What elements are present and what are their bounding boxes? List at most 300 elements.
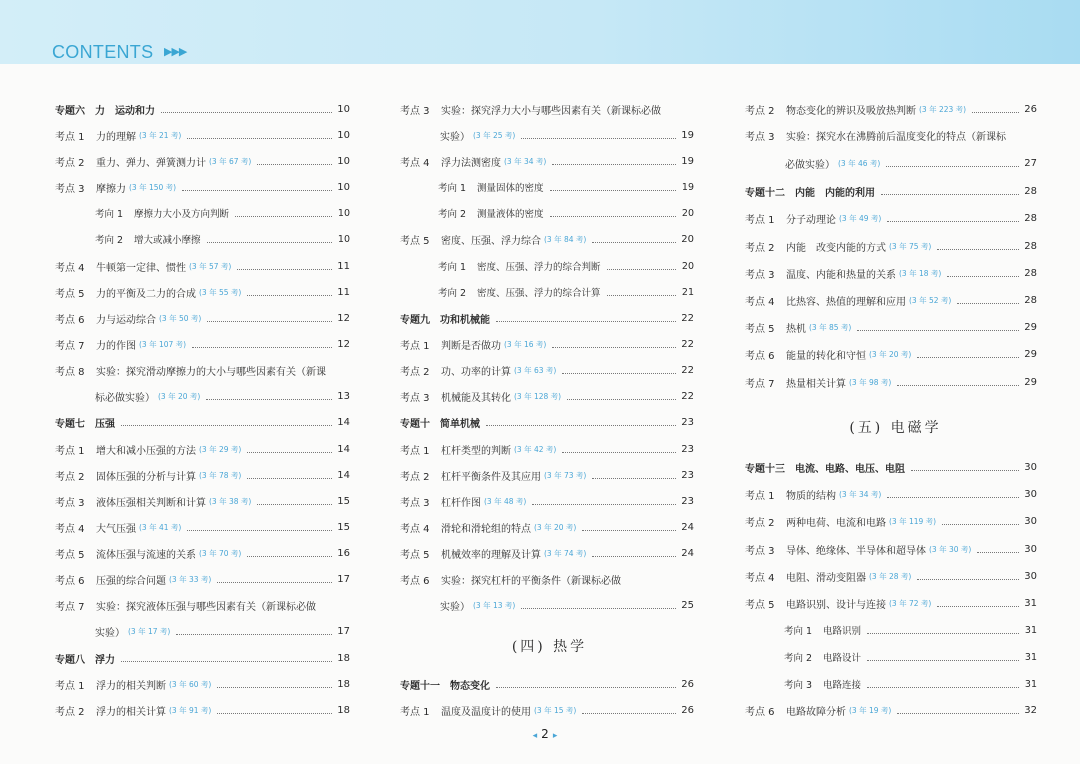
- entry-title: 温度及温度计的使用: [441, 706, 531, 718]
- entry-title: 物态变化的辨识及吸放热判断: [786, 105, 916, 117]
- entry-title: 内能 改变内能的方式: [786, 242, 886, 254]
- entry-title: 重力、弹力、弹簧测力计: [96, 157, 206, 169]
- contents-title: CONTENTS: [52, 42, 154, 62]
- leader-dots: [592, 556, 676, 557]
- entry-label: 考向 3: [784, 680, 813, 691]
- toc-entry: [55, 519, 350, 535]
- entry-label: 考点 6: [745, 350, 775, 362]
- toc-entry: [55, 414, 350, 430]
- section-heading-thermal: (四) 热学: [511, 639, 588, 655]
- leader-dots: [881, 194, 1019, 195]
- toc-entry: [745, 183, 1037, 199]
- toc-entry: [55, 571, 350, 587]
- leader-dots: [937, 249, 1019, 250]
- leader-dots: [182, 190, 332, 191]
- toc-entry: [438, 179, 694, 195]
- exam-count: (3 年 33 考): [169, 574, 212, 584]
- toc-entry: [55, 179, 350, 195]
- toc-entry: [784, 676, 1037, 692]
- page-ref: 17: [337, 573, 350, 585]
- toc-entry: [95, 231, 350, 247]
- entry-label: 考点 4: [745, 572, 775, 584]
- leader-dots: [521, 138, 676, 139]
- page-footer: [500, 727, 590, 741]
- chevron-left-icon: ◂: [532, 731, 538, 741]
- toc-entry: [745, 265, 1037, 281]
- leader-dots: [257, 504, 332, 505]
- entry-title: 力的理解: [96, 131, 136, 143]
- leader-dots: [562, 373, 676, 374]
- leader-dots: [257, 164, 332, 165]
- page-ref: 28: [1024, 267, 1037, 279]
- exam-count: (3 年 128 考): [514, 391, 562, 401]
- leader-dots: [217, 713, 332, 714]
- entry-title: 必做实验）: [785, 159, 835, 171]
- leader-dots: [235, 216, 332, 217]
- entry-title: 增大或减小摩擦: [134, 235, 201, 246]
- page-ref: 29: [1024, 348, 1037, 360]
- leader-dots: [217, 582, 332, 583]
- entry-title: 实验）: [95, 627, 125, 639]
- entry-title: 实验：探究杠杆的平衡条件（新课标必做: [441, 575, 621, 587]
- leader-dots: [867, 687, 1019, 688]
- entry-title: 两种电荷、电流和电路: [786, 517, 886, 529]
- leader-dots: [486, 425, 676, 426]
- entry-label: 考点 3: [745, 545, 775, 557]
- leader-dots: [886, 166, 1019, 167]
- page-ref: 29: [1024, 321, 1037, 333]
- leader-dots: [206, 399, 332, 400]
- entry-title: 浮力法测密度: [441, 157, 501, 169]
- entry-title: 专题八 浮力: [55, 654, 115, 666]
- leader-dots: [247, 478, 332, 479]
- exam-count: (3 年 29 考): [199, 444, 242, 454]
- page-ref: 30: [1024, 543, 1037, 555]
- toc-entry: [95, 623, 350, 639]
- entry-label: 考向 1: [438, 262, 467, 273]
- entry-label: 考点 7: [55, 601, 85, 613]
- toc-entry: [745, 568, 1037, 584]
- page-ref: 31: [1024, 678, 1037, 690]
- toc-entry: [745, 459, 1037, 475]
- entry-label: 考点 3: [745, 269, 775, 281]
- entry-label: 考点 5: [55, 288, 85, 300]
- toc-entry: [55, 597, 350, 613]
- exam-count: (3 年 20 考): [869, 349, 912, 359]
- entry-title: 机械能及其转化: [441, 392, 511, 404]
- page-ref: 14: [337, 443, 350, 455]
- exam-count: (3 年 30 考): [929, 544, 972, 554]
- exam-count: (3 年 72 考): [889, 598, 932, 608]
- leader-dots: [192, 347, 332, 348]
- entry-label: 考点 1: [400, 706, 430, 718]
- entry-title: 专题十三 电流、电路、电压、电阻: [745, 463, 905, 475]
- exam-count: (3 年 57 考): [189, 261, 232, 271]
- leader-dots: [552, 347, 676, 348]
- entry-title: 电阻、滑动变阻器: [786, 572, 866, 584]
- entry-title: 物质的结构: [786, 490, 836, 502]
- leader-dots: [121, 661, 332, 662]
- page-ref: 19: [681, 129, 694, 141]
- toc-entry: [55, 676, 350, 692]
- entry-label: 考点 1: [55, 131, 85, 143]
- entry-label: 考点 6: [400, 575, 430, 587]
- page-ref: 12: [337, 312, 350, 324]
- page-ref: 11: [337, 286, 350, 298]
- leader-dots: [867, 633, 1019, 634]
- toc-entry: [400, 493, 694, 509]
- toc-entry: [400, 231, 694, 247]
- leader-dots: [496, 321, 676, 322]
- leader-dots: [897, 713, 1019, 714]
- chevron-right-icon: ▸: [552, 731, 558, 741]
- entry-label: 考向 1: [438, 183, 467, 194]
- entry-label: 考点 2: [745, 517, 775, 529]
- entry-title: 力与运动综合: [96, 314, 156, 326]
- toc-entry: [55, 258, 350, 274]
- entry-label: 考点 3: [400, 497, 430, 509]
- entry-label: 考点 4: [400, 523, 430, 535]
- page-ref: 22: [681, 338, 694, 350]
- exam-count: (3 年 34 考): [839, 489, 882, 499]
- exam-count: (3 年 223 考): [919, 104, 967, 114]
- toc-entry: [440, 127, 694, 143]
- entry-label: 考点 5: [400, 235, 430, 247]
- leader-dots: [582, 530, 676, 531]
- toc-entry: [55, 153, 350, 169]
- exam-count: (3 年 119 考): [889, 516, 937, 526]
- entry-label: 考点 3: [400, 392, 430, 404]
- page-ref: 32: [1024, 704, 1037, 716]
- entry-label: 考点 2: [745, 105, 775, 117]
- entry-label: 考点 2: [400, 471, 430, 483]
- exam-count: (3 年 67 考): [209, 156, 252, 166]
- page-ref: 28: [1024, 185, 1037, 197]
- page-ref: 26: [681, 704, 694, 716]
- entry-title: 牛顿第一定律、惯性: [96, 262, 186, 274]
- leader-dots: [521, 608, 676, 609]
- leader-dots: [947, 276, 1019, 277]
- entry-title: 电路连接: [823, 680, 862, 691]
- page-ref: 17: [337, 625, 350, 637]
- page-ref: 16: [337, 547, 350, 559]
- page-ref: 27: [1024, 157, 1037, 169]
- page-ref: 19: [681, 155, 694, 167]
- entry-label: 考点 4: [745, 296, 775, 308]
- toc-entry: [400, 310, 694, 326]
- page-ref: 22: [681, 312, 694, 324]
- entry-title: 力的作图: [96, 340, 136, 352]
- exam-count: (3 年 85 考): [809, 322, 852, 332]
- page-ref: 12: [337, 338, 350, 350]
- page-ref: 30: [1024, 570, 1037, 582]
- entry-title: 机械效率的理解及计算: [441, 549, 541, 561]
- toc-entry: [745, 210, 1037, 226]
- exam-count: (3 年 16 考): [504, 339, 547, 349]
- page-ref: 14: [337, 416, 350, 428]
- entry-label: 考点 1: [400, 340, 430, 352]
- exam-count: (3 年 41 考): [139, 522, 182, 532]
- entry-label: 考点 4: [55, 523, 85, 535]
- entry-title: 实验：探究浮力大小与哪些因素有关（新课标必做: [441, 105, 661, 117]
- toc-entry: [55, 441, 350, 457]
- entry-label: 考点 5: [55, 549, 85, 561]
- entry-label: 考点 3: [55, 183, 85, 195]
- leader-dots: [247, 295, 332, 296]
- page-ref: 24: [681, 521, 694, 533]
- toc-entry: [55, 101, 350, 117]
- toc-entry: [400, 388, 694, 404]
- entry-label: 考点 3: [745, 131, 775, 143]
- leader-dots: [247, 556, 332, 557]
- exam-count: (3 年 73 考): [544, 470, 587, 480]
- entry-label: 考点 5: [745, 599, 775, 611]
- entry-title: 摩擦力: [96, 183, 126, 195]
- page-ref: 30: [1024, 488, 1037, 500]
- exam-count: (3 年 13 考): [473, 600, 516, 610]
- toc-entry: [745, 238, 1037, 254]
- leader-dots: [942, 524, 1019, 525]
- page-ref: 25: [681, 599, 694, 611]
- leader-dots: [237, 269, 332, 270]
- toc-entry: [745, 513, 1037, 529]
- entry-label: 考点 2: [745, 242, 775, 254]
- entry-title: 标必做实验）: [95, 392, 155, 404]
- toc-entry: [745, 702, 1037, 718]
- entry-label: 考点 2: [400, 366, 430, 378]
- exam-count: (3 年 50 考): [159, 313, 202, 323]
- toc-entry: [784, 649, 1037, 665]
- page-ref: 10: [337, 129, 350, 141]
- page-ref: 11: [337, 260, 350, 272]
- toc-entry: [400, 414, 694, 430]
- toc-entry: [785, 155, 1037, 171]
- exam-count: (3 年 84 考): [544, 234, 587, 244]
- entry-title: 浮力的相关判断: [96, 680, 166, 692]
- toc-entry: [438, 205, 694, 221]
- leader-dots: [592, 478, 676, 479]
- entry-label: 考向 2: [438, 209, 467, 220]
- entry-title: 比热容、热值的理解和应用: [786, 296, 906, 308]
- toc-entry: [400, 702, 694, 718]
- entry-title: 判断是否做功: [441, 340, 501, 352]
- leader-dots: [121, 425, 332, 426]
- exam-count: (3 年 42 考): [514, 444, 557, 454]
- leader-dots: [532, 504, 676, 505]
- entry-label: 考点 1: [400, 445, 430, 457]
- entry-title: 实验）: [440, 131, 470, 143]
- exam-count: (3 年 20 考): [534, 522, 577, 532]
- entry-label: 考向 2: [784, 653, 813, 664]
- header-banner: [0, 0, 1080, 64]
- exam-count: (3 年 15 考): [534, 705, 577, 715]
- entry-title: 温度、内能和热量的关系: [786, 269, 896, 281]
- leader-dots: [887, 221, 1019, 222]
- exam-count: (3 年 60 考): [169, 679, 212, 689]
- leader-dots: [247, 452, 332, 453]
- entry-label: 考点 1: [745, 490, 775, 502]
- exam-count: (3 年 48 考): [484, 496, 527, 506]
- entry-title: 杠杆类型的判断: [441, 445, 511, 457]
- toc-entry: [55, 467, 350, 483]
- leader-dots: [857, 330, 1019, 331]
- exam-count: (3 年 28 考): [869, 571, 912, 581]
- entry-title: 专题十一 物态变化: [400, 680, 490, 692]
- page-ref: 14: [337, 469, 350, 481]
- entry-title: 实验：探究水在沸腾前后温度变化的特点（新课标: [786, 131, 1006, 143]
- exam-count: (3 年 21 考): [139, 130, 182, 140]
- page-ref: 23: [681, 469, 694, 481]
- entry-title: 分子动理论: [786, 214, 836, 226]
- leader-dots: [867, 660, 1019, 661]
- toc-entry: [745, 374, 1037, 390]
- exam-count: (3 年 63 考): [514, 365, 557, 375]
- page-ref: 30: [1024, 461, 1037, 473]
- exam-count: (3 年 49 考): [839, 213, 882, 223]
- entry-label: 考点 2: [55, 157, 85, 169]
- entry-label: 考点 2: [55, 706, 85, 718]
- page-ref: 23: [681, 495, 694, 507]
- entry-title: 滑轮和滑轮组的特点: [441, 523, 531, 535]
- toc-entry: [745, 319, 1037, 335]
- page-ref: 28: [1024, 212, 1037, 224]
- section-heading-electromagnetism: (五) 电磁学: [849, 420, 942, 436]
- leader-dots: [911, 470, 1019, 471]
- page-ref: 26: [1024, 103, 1037, 115]
- page-ref: 22: [681, 364, 694, 376]
- toc-entry: [55, 493, 350, 509]
- entry-label: 考点 4: [400, 157, 430, 169]
- toc-entry: [438, 258, 694, 274]
- toc-entry: [55, 310, 350, 326]
- entry-label: 考点 5: [745, 323, 775, 335]
- page-ref: 29: [1024, 376, 1037, 388]
- page-ref: 31: [1024, 597, 1037, 609]
- page-ref: 20: [681, 207, 694, 219]
- entry-label: 考向 2: [438, 288, 467, 299]
- toc-entry: [400, 467, 694, 483]
- page-ref: 28: [1024, 240, 1037, 252]
- toc-entry: [400, 545, 694, 561]
- entry-label: 考点 8: [55, 366, 85, 378]
- entry-title: 电路识别: [823, 626, 862, 637]
- exam-count: (3 年 55 考): [199, 287, 242, 297]
- entry-title: 增大和减小压强的方法: [96, 445, 196, 457]
- leader-dots: [887, 497, 1019, 498]
- page-ref: 22: [681, 390, 694, 402]
- leader-dots: [957, 303, 1019, 304]
- page-ref: 15: [337, 495, 350, 507]
- toc-entry: [745, 292, 1037, 308]
- toc-entry: [745, 346, 1037, 362]
- page-ref: 20: [681, 260, 694, 272]
- exam-count: (3 年 70 考): [199, 548, 242, 558]
- leader-dots: [217, 687, 332, 688]
- entry-title: 专题九 功和机械能: [400, 314, 490, 326]
- entry-title: 测量液体的密度: [477, 209, 544, 220]
- leader-dots: [552, 164, 676, 165]
- toc-entry: [745, 595, 1037, 611]
- entry-title: 专题六 力 运动和力: [55, 105, 155, 117]
- exam-count: (3 年 17 考): [128, 626, 171, 636]
- leader-dots: [592, 242, 676, 243]
- toc-entry: [745, 101, 1037, 117]
- entry-label: 考点 1: [745, 214, 775, 226]
- entry-title: 实验：探究滑动摩擦力的大小与哪些因素有关（新课: [96, 366, 326, 378]
- leader-dots: [582, 713, 676, 714]
- exam-count: (3 年 38 考): [209, 496, 252, 506]
- entry-title: 实验）: [440, 601, 470, 613]
- entry-title: 杠杆平衡条件及其应用: [441, 471, 541, 483]
- entry-title: 热机: [786, 323, 806, 335]
- page-ref: 10: [337, 207, 350, 219]
- entry-title: 热量相关计算: [786, 378, 846, 390]
- entry-title: 专题十二 内能 内能的利用: [745, 187, 875, 199]
- entry-title: 密度、压强、浮力的综合判断: [477, 262, 601, 273]
- page-ref: 31: [1024, 624, 1037, 636]
- page-ref: 10: [337, 181, 350, 193]
- entry-label: 考点 6: [55, 314, 85, 326]
- entry-title: 液体压强相关判断和计算: [96, 497, 206, 509]
- toc-entry: [745, 541, 1037, 557]
- exam-count: (3 年 78 考): [199, 470, 242, 480]
- toc-entry: [784, 622, 1037, 638]
- leader-dots: [550, 216, 676, 217]
- leader-dots: [607, 295, 676, 296]
- toc-entry: [55, 284, 350, 300]
- exam-count: (3 年 34 考): [504, 156, 547, 166]
- leader-dots: [187, 530, 332, 531]
- page-ref: 28: [1024, 294, 1037, 306]
- arrows-icon: ▶▶▶: [164, 45, 187, 58]
- toc-entry: [55, 545, 350, 561]
- toc-entry: [55, 336, 350, 352]
- entry-label: 考点 1: [55, 445, 85, 457]
- entry-label: 考向 2: [95, 235, 124, 246]
- exam-count: (3 年 18 考): [899, 268, 942, 278]
- toc-entry: [95, 205, 350, 221]
- exam-count: (3 年 25 考): [473, 130, 516, 140]
- entry-title: 专题十 简单机械: [400, 418, 480, 430]
- entry-title: 电路设计: [823, 653, 862, 664]
- entry-title: 密度、压强、浮力的综合计算: [477, 288, 601, 299]
- page-ref: 23: [681, 416, 694, 428]
- page-ref: 23: [681, 443, 694, 455]
- toc-entry: [400, 362, 694, 378]
- toc-entry: [745, 127, 1037, 143]
- entry-title: 功、功率的计算: [441, 366, 511, 378]
- page-ref: 31: [1024, 651, 1037, 663]
- toc-entry: [400, 519, 694, 535]
- entry-title: 摩擦力大小及方向判断: [134, 209, 230, 220]
- page-ref: 19: [681, 181, 694, 193]
- entry-title: 杠杆作图: [441, 497, 481, 509]
- toc-entry: [55, 127, 350, 143]
- leader-dots: [176, 634, 332, 635]
- page-ref: 20: [681, 233, 694, 245]
- entry-title: 电路识别、设计与连接: [786, 599, 886, 611]
- leader-dots: [917, 579, 1019, 580]
- exam-count: (3 年 91 考): [169, 705, 212, 715]
- entry-label: 考向 1: [784, 626, 813, 637]
- entry-title: 实验：探究液体压强与哪些因素有关（新课标必做: [96, 601, 316, 613]
- toc-entry: [400, 101, 694, 117]
- page-ref: 18: [337, 704, 350, 716]
- exam-count: (3 年 74 考): [544, 548, 587, 558]
- leader-dots: [562, 452, 676, 453]
- entry-label: 考点 5: [400, 549, 430, 561]
- exam-count: (3 年 19 考): [849, 705, 892, 715]
